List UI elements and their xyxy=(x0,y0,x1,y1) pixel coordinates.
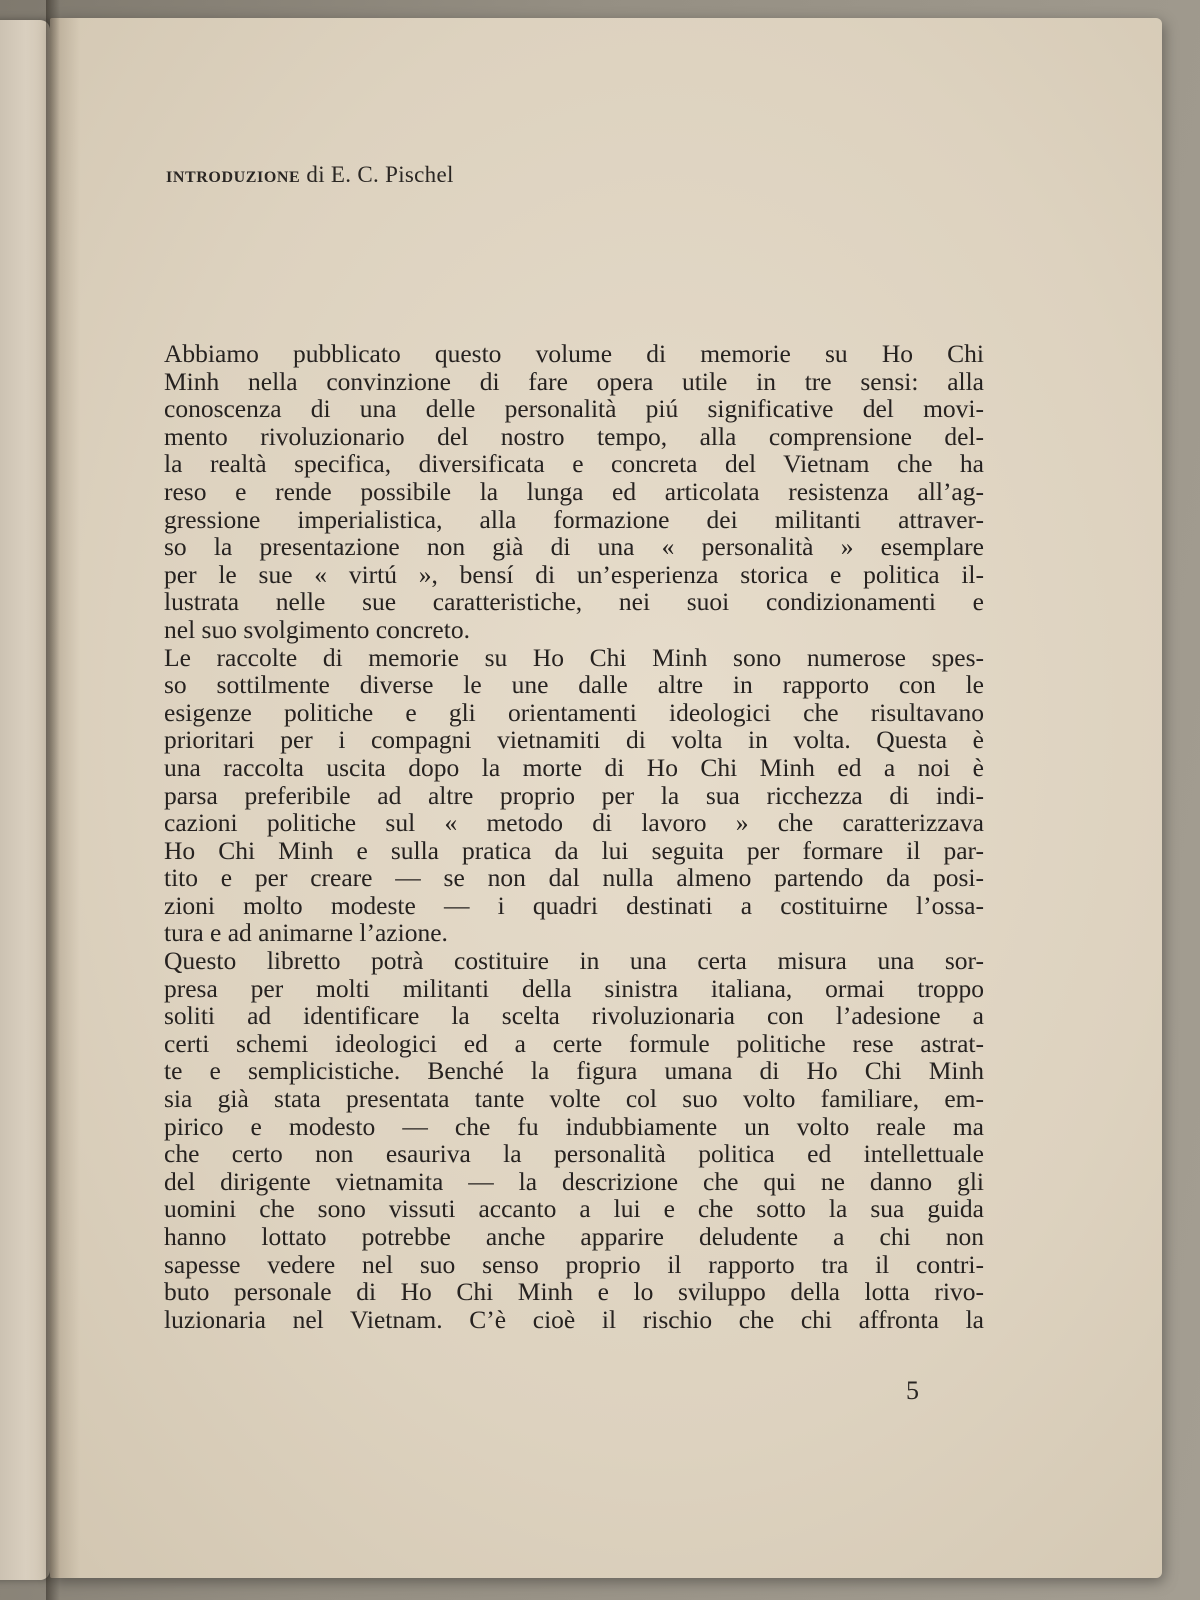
text-line: tura e ad animarne l’azione. xyxy=(164,918,448,948)
text-line: so sottilmente diverse le une dalle altre in rapporto con le xyxy=(164,670,984,700)
text-line: esigenze politiche e gli orientamenti ideologici che risultavano xyxy=(164,697,984,727)
text-line: conoscenza di una delle personalità piú significative del movi- xyxy=(164,394,984,424)
text-line: prioritari per i compagni vietnamiti di volta in volta. Questa è xyxy=(164,725,984,755)
text-line: parsa preferibile ad altre proprio per la sua ricchezza di indi- xyxy=(164,780,984,810)
text-line: cazioni politiche sul « metodo di lavoro » che caratterizzava xyxy=(164,808,984,838)
text-line: buto personale di Ho Chi Minh e lo sviluppo della lotta rivo- xyxy=(164,1277,984,1307)
paragraph xyxy=(164,947,984,1333)
text-line: uomini che sono vissuti accanto a lui e che sotto la sua guida xyxy=(164,1194,984,1224)
text-line: per le sue « virtú », bensí di un’esperienza storica e politica il- xyxy=(164,559,984,589)
text-line: luzionaria nel Vietnam. C’è cioè il rischio che chi affronta la xyxy=(164,1304,984,1334)
heading-label: introduzione xyxy=(166,162,301,187)
text-line: Ho Chi Minh e sulla pratica da lui seguita per formare il par- xyxy=(164,835,984,865)
text-line: sapesse vedere nel suo senso proprio il rapporto tra il contri- xyxy=(164,1249,984,1279)
text-line: certi schemi ideologici ed a certe formule politiche rese astrat- xyxy=(164,1028,984,1058)
text-line: Questo libretto potrà costituire in una certa misura una sor- xyxy=(164,946,984,976)
spine-shadow xyxy=(46,0,60,1600)
text-line: mento rivoluzionario del nostro tempo, alla comprensione del- xyxy=(164,421,984,451)
text-line: presa per molti militanti della sinistra italiana, ormai troppo xyxy=(164,973,984,1003)
body-text xyxy=(164,340,984,1333)
text-line: hanno lottato potrebbe anche apparire deludente a chi non xyxy=(164,1222,984,1251)
text-line: tito e per creare — se non dal nulla almeno partendo da posi- xyxy=(164,863,984,893)
facing-page-edge xyxy=(0,20,50,1580)
text-line: so la presentazione non già di una « personalità » esemplare xyxy=(164,532,984,562)
text-line: Abbiamo pubblicato questo volume di memorie su Ho Chi xyxy=(164,339,984,368)
text-line: una raccolta uscita dopo la morte di Ho Chi Minh ed a noi è xyxy=(164,752,984,782)
text-line: la realtà specifica, diversificata e concreta del Vietnam che ha xyxy=(164,449,984,479)
text-line: soliti ad identificare la scelta rivoluzionaria con l’adesione a xyxy=(164,1001,984,1031)
text-line: gressione imperialistica, alla formazione dei militanti attraver- xyxy=(164,504,984,534)
text-line: pirico e modesto — che fu indubbiamente un volto reale ma xyxy=(164,1111,984,1141)
heading-author: di E. C. Pischel xyxy=(300,162,454,187)
text-line: che certo non esauriva la personalità politica ed intellettuale xyxy=(164,1139,984,1169)
text-line: reso e rende possibile la lunga ed articolata resistenza all’ag- xyxy=(164,476,984,506)
page-number: 5 xyxy=(906,1376,919,1405)
text-line: zioni molto modeste — i quadri destinati a costituirne l’ossa- xyxy=(164,890,984,920)
text-line: del dirigente vietnamita — la descrizione che qui ne danno gli xyxy=(164,1166,984,1196)
paragraph xyxy=(164,340,984,644)
paragraph xyxy=(164,644,984,948)
text-line: lustrata nelle sue caratteristiche, nei suoi condizionamenti e xyxy=(164,587,984,617)
text-line: te e semplicistiche. Benché la figura umana di Ho Chi Minh xyxy=(164,1056,984,1086)
chapter-heading xyxy=(166,162,454,188)
text-line: nel suo svolgimento concreto. xyxy=(164,614,470,644)
text-line: sia già stata presentata tante volte col suo volto familiare, em- xyxy=(164,1084,984,1114)
text-line: Minh nella convinzione di fare opera utile in tre sensi: alla xyxy=(164,366,984,396)
text-line: Le raccolte di memorie su Ho Chi Minh sono numerose spes- xyxy=(164,642,984,672)
